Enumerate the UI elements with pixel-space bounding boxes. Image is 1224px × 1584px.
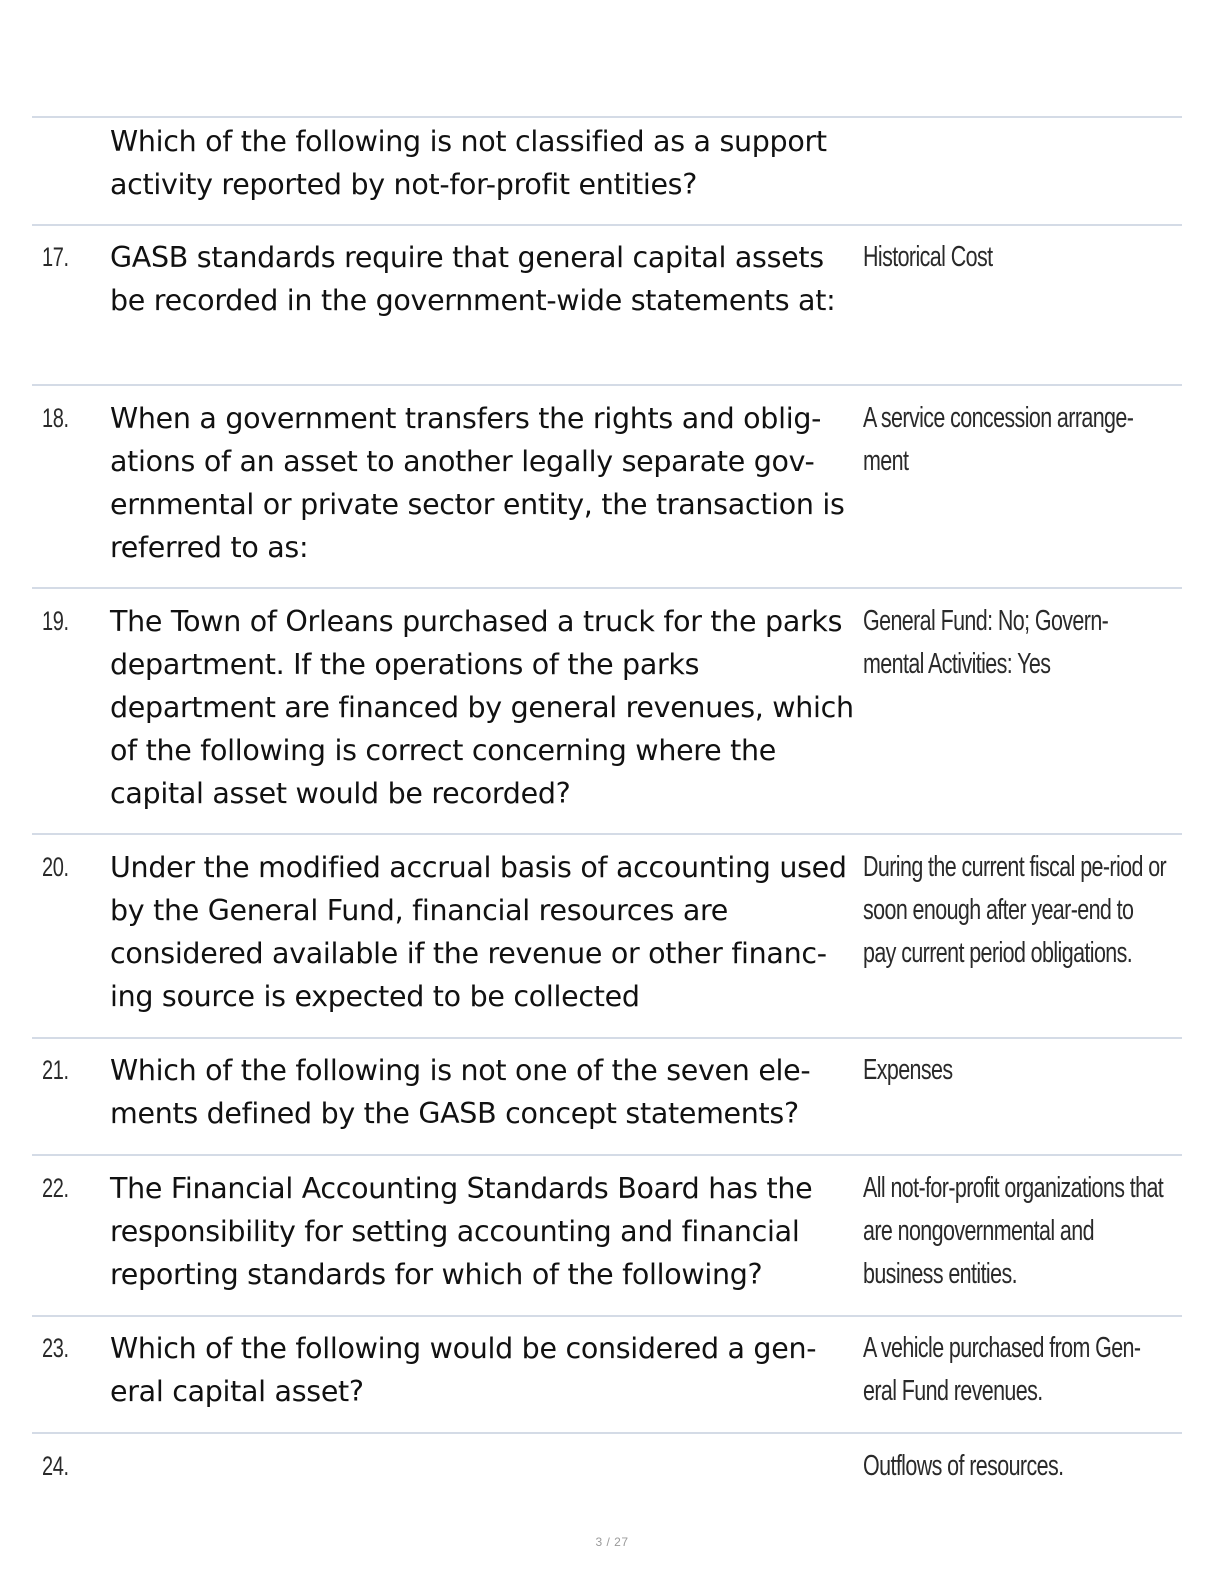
answer-text-content: General Fund: No; Govern-mental Activities: Yes [863, 605, 1109, 680]
question-number: 21. [42, 1055, 69, 1085]
answer-text-content: A vehicle purchased from Gen-eral Fund revenues. [863, 1332, 1141, 1407]
row-divider [32, 224, 1182, 226]
question-text: GASB standards require that general capital assets be recorded in the government-wide statements at: [110, 241, 836, 317]
question-number: 23. [42, 1333, 69, 1363]
question-text: Which of the following is not one of the seven ele-ments defined by the GASB concept statements? [110, 1054, 811, 1130]
question-number: 17. [42, 242, 69, 272]
question-text: Which of the following is not classified as a support activity reported by not-for-profit entities? [110, 125, 827, 201]
question-text: Which of the following would be considered a gen-eral capital asset? [110, 1332, 817, 1408]
answer-text-content: Expenses [863, 1054, 953, 1086]
question-text: The Financial Accounting Standards Board has the responsibility for setting accounting and financial reporting standards for which of the following? [110, 1172, 813, 1291]
answer-text-content: During the current fiscal pe-riod or soon enough after year-end to pay current period obligations. [863, 851, 1167, 969]
answer-text [863, 600, 1168, 686]
page-indicator: 3 / 27 [595, 1535, 629, 1549]
answer-text [863, 1049, 1168, 1092]
question-number: 18. [42, 403, 69, 433]
answer-text [863, 236, 1168, 279]
answer-text [863, 397, 1168, 483]
question-text: When a government transfers the rights and oblig-ations of an asset to another legally separate gov-ernmental or private sector entity, the transaction is referred to as: [110, 402, 845, 564]
answer-text-content: Historical Cost [863, 241, 993, 273]
question-number: 19. [42, 606, 69, 636]
answer-text [863, 1327, 1168, 1413]
question-text: The Town of Orleans purchased a truck for the parks department. If the operations of the parks department are financed by general revenues, which of the following is correct concerning where the capital asset would be recorded? [110, 605, 854, 810]
answer-text-content: All not-for-profit organizations that are nongovernmental and business entities. [863, 1172, 1164, 1290]
question-number: 22. [42, 1173, 69, 1203]
row-divider [32, 1154, 1182, 1156]
answer-text [863, 1167, 1168, 1296]
answer-text [863, 1445, 1168, 1488]
row-divider [32, 587, 1182, 589]
question-text: Under the modified accrual basis of accounting used by the General Fund, financial resources are considered available if the revenue or other financ-ing source is expected to be collected [110, 851, 847, 1013]
row-divider [32, 833, 1182, 835]
question-number: 24. [42, 1451, 69, 1481]
answer-text [863, 846, 1168, 975]
row-divider [32, 1432, 1182, 1434]
row-divider [32, 1037, 1182, 1039]
row-divider [32, 1315, 1182, 1317]
question-number: 20. [42, 852, 69, 882]
row-divider [32, 116, 1182, 118]
answer-text-content: Outflows of resources. [863, 1450, 1064, 1482]
row-divider [32, 384, 1182, 386]
answer-text-content: A service concession arrange-ment [863, 402, 1134, 477]
